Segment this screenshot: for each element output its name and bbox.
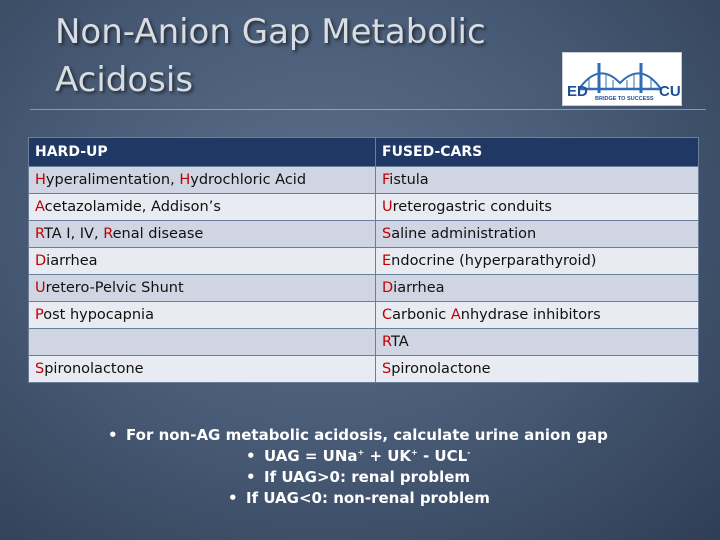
bullet-item <box>80 488 680 509</box>
cell-fused-cars <box>376 302 699 329</box>
cell-hard-up <box>29 221 376 248</box>
cell-text: nhydrase inhibitors <box>460 307 601 323</box>
cell-text: iarrhea <box>46 253 98 269</box>
cell-fused-cars <box>376 167 699 194</box>
cell-text: iarrhea <box>393 280 445 296</box>
mnemonic-letter: E <box>382 253 392 269</box>
cell-text: cetazolamide, Addison’s <box>44 199 221 215</box>
mnemonic-letter: R <box>35 226 45 242</box>
edcu-logo <box>562 52 682 106</box>
mnemonic-letter: S <box>382 361 392 377</box>
cell-text: yperalimentation, <box>45 172 180 188</box>
bullet-item <box>80 467 680 488</box>
bullet-item <box>80 425 680 446</box>
bullet-text: If UAG<0: non-renal problem <box>246 489 490 507</box>
mnemonic-letter: S <box>35 361 45 377</box>
cell-hard-up <box>29 248 376 275</box>
cell-hard-up <box>29 329 376 356</box>
title-divider <box>30 109 706 110</box>
cell-fused-cars <box>376 221 699 248</box>
superscript: + <box>411 448 418 457</box>
mnemonic-letter: F <box>382 172 390 188</box>
superscript: - <box>467 448 471 457</box>
mnemonic-letter: U <box>382 199 393 215</box>
cell-text: ost hypocapnia <box>43 307 154 323</box>
bullet-item <box>80 446 680 467</box>
bullet-dot-icon: • <box>108 426 118 444</box>
mnemonic-letter: U <box>35 280 46 296</box>
mnemonic-letter: R <box>382 334 392 350</box>
logo-left-text: ED <box>567 83 588 100</box>
logo-right-text: CU <box>659 83 681 100</box>
cell-hard-up <box>29 302 376 329</box>
mnemonic-letter: C <box>382 307 393 323</box>
mnemonic-letter: D <box>35 253 47 269</box>
cell-text: ydrochloric Acid <box>190 172 307 188</box>
cell-hard-up <box>29 275 376 302</box>
cell-text: arbonic <box>392 307 451 323</box>
cell-text: istula <box>389 172 429 188</box>
cell-hard-up <box>29 167 376 194</box>
mnemonic-letter: P <box>35 307 44 323</box>
cell-fused-cars <box>376 194 699 221</box>
mnemonic-letter: A <box>450 307 461 323</box>
cell-text: enal disease <box>112 226 204 242</box>
cell-text: ndocrine (hyperparathyroid) <box>391 253 597 269</box>
logo-tagline: BRIDGE TO SUCCESS <box>595 96 654 102</box>
cell-text: TA <box>391 334 409 350</box>
title-line-1: Non-Anion Gap Metabolic <box>55 12 486 52</box>
table-body <box>29 167 699 383</box>
mnemonic-letter: S <box>382 226 392 242</box>
cell-fused-cars <box>376 329 699 356</box>
cell-hard-up <box>29 356 376 383</box>
mnemonic-letter: D <box>382 280 394 296</box>
table-row <box>29 356 699 383</box>
mnemonic-letter: H <box>179 172 191 188</box>
table-row <box>29 248 699 275</box>
mnemonic-letter: R <box>103 226 113 242</box>
header-hard-up: HARD-UP <box>29 138 376 167</box>
cell-fused-cars <box>376 275 699 302</box>
bullet-dot-icon: • <box>228 489 238 507</box>
table-header-row <box>29 138 699 167</box>
cell-text: retero-Pelvic Shunt <box>45 280 184 296</box>
cell-fused-cars <box>376 248 699 275</box>
table-row <box>29 275 699 302</box>
mnemonic-letter: H <box>35 172 46 188</box>
bridge-logo-icon <box>563 53 683 107</box>
cell-text: aline administration <box>391 226 537 242</box>
cell-fused-cars <box>376 356 699 383</box>
table-row <box>29 167 699 194</box>
bullet-text: UAG = UNa <box>264 447 358 465</box>
cell-text: TA I, IV, <box>44 226 104 242</box>
bullet-list <box>80 425 680 509</box>
bullet-dot-icon: • <box>246 468 256 486</box>
bullet-text: If UAG>0: renal problem <box>264 468 471 486</box>
mnemonic-table <box>28 137 699 383</box>
cell-hard-up <box>29 194 376 221</box>
page-title <box>55 8 525 104</box>
title-line-2: Acidosis <box>55 60 194 100</box>
table-row <box>29 329 699 356</box>
cell-text: reterogastric conduits <box>392 199 552 215</box>
table-row <box>29 302 699 329</box>
cell-text: pironolactone <box>391 361 491 377</box>
bullet-text: For non-AG metabolic acidosis, calculate urine anion gap <box>126 426 608 444</box>
bullet-dot-icon: • <box>246 447 256 465</box>
bullet-text: - UCL <box>417 447 468 465</box>
table-row <box>29 221 699 248</box>
table-row <box>29 194 699 221</box>
header-fused-cars: FUSED-CARS <box>376 138 699 167</box>
bullet-text: + UK <box>364 447 412 465</box>
superscript: + <box>357 448 365 457</box>
cell-text: pironolactone <box>44 361 144 377</box>
mnemonic-letter: A <box>35 199 45 215</box>
